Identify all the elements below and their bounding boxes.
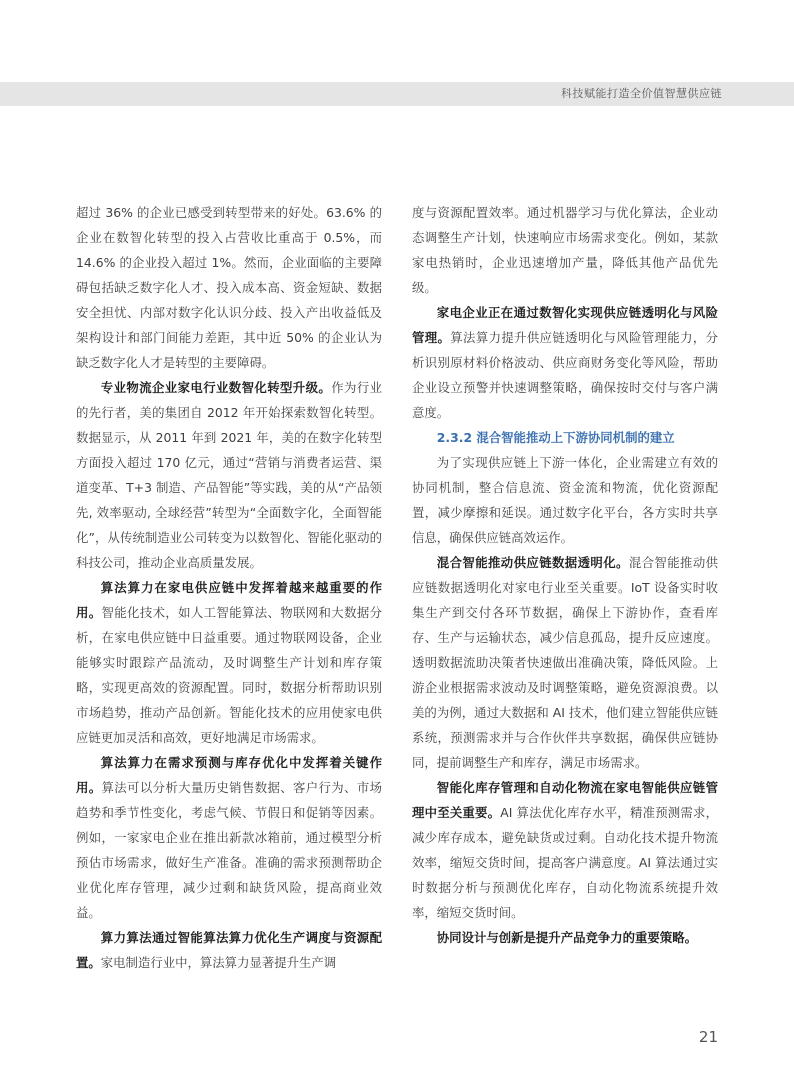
section-heading: 2.3.2 混合智能推动上下游协同机制的建立 bbox=[436, 430, 675, 445]
paragraph-lead: 算法算力在家电供应链中发挥着越来越重要的作用。 bbox=[76, 580, 382, 620]
paragraph bbox=[412, 925, 718, 950]
paragraph bbox=[76, 750, 382, 925]
paragraph-body: 算法可以分析大量历史销售数据、客户行为、市场趋势和季节性变化，考虑气候、节假日和促销等因素。例如，一家家电企业在推出新款冰箱前，通过模型分析预估市场需求，做好生产准备。准确的需求预测帮助企业优化库存管理，减少过剩和缺货风险，提高商业效益。 bbox=[76, 780, 382, 920]
paragraph-body: 作为行业的先行者，美的集团自 2012 年开始探索数智化转型。数据显示，从 2011 年到 2021 年，美的在数字化转型方面投入超过 170 亿元，通过“营销与消费者运营、渠道变革、T+3 制造、产品智能”等实践，美的从“产品领先, 效率驱动, 全球经营”转型为“全面数字化，全面智能化”，从传统制造业公司转变为以数智化、智能化驱动的科技公司，推动企业高质量发展。 bbox=[76, 380, 383, 570]
paragraph-lead: 专业物流企业家电行业数智化转型升级。 bbox=[100, 380, 332, 395]
paragraph: 为了实现供应链上下游一体化，企业需建立有效的协同机制，整合信息流、资金流和物流，优化资源配置，减少摩擦和延误。通过数字化平台，各方实时共享信息，确保供应链高效运作。 bbox=[412, 455, 718, 545]
paragraph-body: AI 算法优化库存水平，精准预测需求，减少库存成本，避免缺货或过剩。自动化技术提升物流效率，缩短交货时间，提高客户满意度。AI 算法通过实时数据分析与预测优化库存，自动化物流系统提升效率，缩短交货时间。 bbox=[412, 805, 719, 920]
right-column bbox=[412, 200, 718, 950]
paragraph-lead: 算力算法通过智能算法算力优化生产调度与资源配置。 bbox=[76, 930, 382, 970]
paragraph bbox=[412, 775, 718, 925]
paragraph bbox=[412, 300, 718, 425]
paragraph bbox=[76, 575, 382, 750]
paragraph: 超过 36% 的企业已感受到转型带来的好处。63.6% 的企业在数智化转型的投入占营收比重高于 0.5%，而 14.6% 的企业投入超过 1%。然而，企业面临的主要障碍包括缺乏数字化人才、投入成本高、资金短缺、数据安全担忧、内部对数字化认识分歧、投入产出收益低及架构设计和部门间能力差距，其中近 50% 的企业认为缺乏数字化人才是转型的主要障碍。 bbox=[76, 205, 382, 370]
paragraph-body: 智能化技术，如人工智能算法、物联网和大数据分析，在家电供应链中日益重要。通过物联网设备，企业能够实时跟踪产品流动，及时调整生产计划和库存策略，实现更高效的资源配置。同时，数据分析帮助识别市场趋势，推动产品创新。智能化技术的应用使家电供应链更加灵活和高效，更好地满足市场需求。 bbox=[76, 605, 382, 745]
paragraph-lead: 家电企业正在通过数智化实现供应链透明化与风险管理。 bbox=[412, 305, 718, 345]
paragraph-lead: 智能化库存管理和自动化物流在家电智能供应链管理中至关重要。 bbox=[412, 780, 718, 820]
paragraph-lead: 协同设计与创新是提升产品竞争力的重要策略。 bbox=[436, 930, 697, 945]
paragraph-lead: 算法算力在需求预测与库存优化中发挥着关键作用。 bbox=[76, 755, 382, 795]
paragraph bbox=[76, 925, 382, 975]
paragraph bbox=[412, 550, 718, 775]
running-header-title: 科技赋能打造全价值智慧供应链 bbox=[561, 87, 722, 100]
paragraph-body: 家电制造行业中，算法算力显著提升生产调 bbox=[100, 955, 337, 970]
paragraph-lead: 混合智能推动供应链数据透明化。 bbox=[436, 555, 629, 570]
page-number: 21 bbox=[698, 1028, 718, 1046]
paragraph: 度与资源配置效率。通过机器学习与优化算法，企业动态调整生产计划，快速响应市场需求变化。例如，某款家电热销时，企业迅速增加产量，降低其他产品优先级。 bbox=[412, 205, 718, 295]
left-column bbox=[76, 200, 382, 975]
paragraph-body: 算法算力提升供应链透明化与风险管理能力，分析识别原材料价格波动、供应商财务变化等风险，帮助企业设立预警并快速调整策略，确保按时交付与客户满意度。 bbox=[412, 330, 718, 420]
paragraph-body: 混合智能推动供应链数据透明化对家电行业至关重要。IoT 设备实时收集生产到交付各环节数据，确保上下游协作，查看库存、生产与运输状态，减少信息孤岛，提升反应速度。透明数据流助决策者快速做出准确决策，降低风险。上游企业根据需求波动及时调整策略，避免资源浪费。以美的为例，通过大数据和 AI 技术，他们建立智能供应链系统，预测需求并与合作伙伴共享数据，确保供应链协同，提前调整生产和库存，满足市场需求。 bbox=[412, 555, 719, 770]
running-header bbox=[0, 82, 794, 106]
paragraph bbox=[76, 375, 382, 575]
